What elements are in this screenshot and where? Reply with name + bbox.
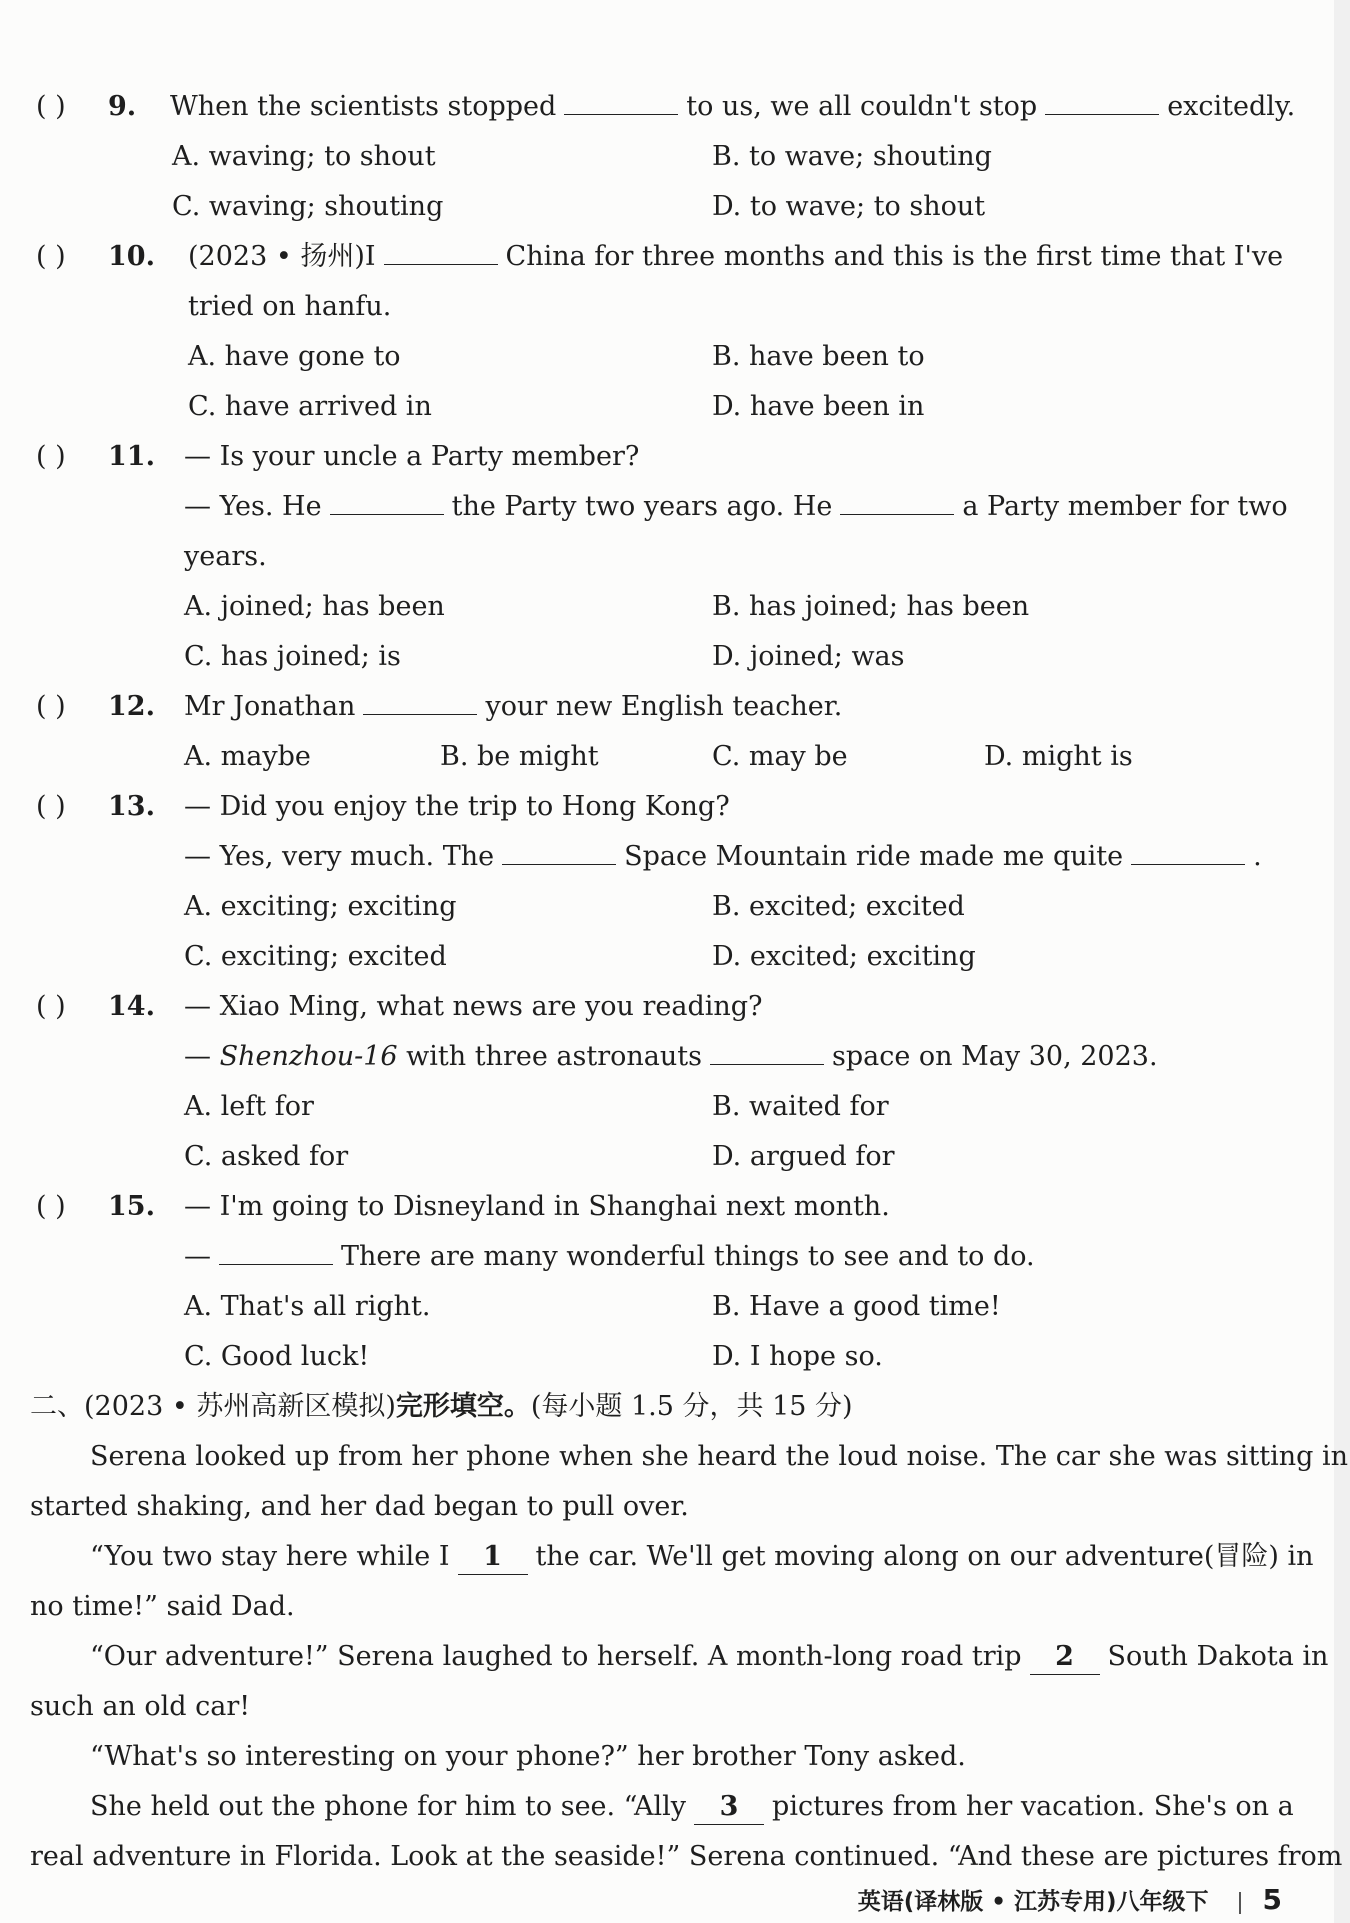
question-stem-cont: tried on hanfu. bbox=[188, 291, 392, 322]
options-row bbox=[0, 932, 1334, 982]
question-number: 14. bbox=[108, 991, 155, 1022]
option-b[interactable]: B. Have a good time! bbox=[712, 1291, 1001, 1322]
option-d[interactable]: D. have been in bbox=[712, 391, 925, 422]
options-row bbox=[0, 632, 1334, 682]
options-row bbox=[0, 1132, 1334, 1182]
answer-bracket[interactable]: ( ) bbox=[36, 241, 66, 272]
answer-blank[interactable] bbox=[1045, 84, 1159, 115]
passage-line: real adventure in Florida. Look at the seaside!” Serena continued. “And these are pictures from bbox=[30, 1841, 1343, 1872]
question-11 bbox=[0, 432, 1334, 482]
page-number: 5 bbox=[1262, 1883, 1282, 1916]
answer-bracket[interactable]: ( ) bbox=[36, 441, 66, 472]
option-c[interactable]: C. have arrived in bbox=[188, 391, 432, 422]
options-row bbox=[0, 132, 1334, 182]
answer-bracket[interactable]: ( ) bbox=[36, 691, 66, 722]
section-title: 完形填空。 bbox=[395, 1391, 531, 1422]
option-b[interactable]: B. excited; excited bbox=[712, 891, 965, 922]
option-d[interactable]: D. argued for bbox=[712, 1141, 895, 1172]
option-c[interactable]: C. Good luck! bbox=[184, 1341, 370, 1372]
answer-bracket[interactable]: ( ) bbox=[36, 791, 66, 822]
option-d[interactable]: D. joined; was bbox=[712, 641, 905, 672]
answer-blank[interactable] bbox=[840, 484, 954, 515]
passage-line: such an old car! bbox=[30, 1691, 251, 1722]
passage-line: She held out the phone for him to see. “Ally 3 pictures from her vacation. She's on a bbox=[30, 1782, 1330, 1832]
question-stem: — Xiao Ming, what news are you reading? bbox=[184, 991, 763, 1022]
page-footer bbox=[858, 1880, 1282, 1922]
question-stem: Mr Jonathan your new English teacher. bbox=[184, 682, 842, 732]
passage-line: no time!” said Dad. bbox=[30, 1591, 295, 1622]
answer-blank[interactable] bbox=[384, 234, 498, 265]
question-15 bbox=[0, 1182, 1334, 1232]
cloze-blank-3[interactable]: 3 bbox=[694, 1790, 764, 1825]
question-stem-cont: — Yes. He the Party two years ago. He a Party member for two bbox=[0, 482, 1334, 532]
passage-line: “You two stay here while I 1 the car. We'll get moving along on our adventure(冒险) in bbox=[30, 1532, 1330, 1582]
question-12 bbox=[0, 682, 1334, 732]
answer-blank[interactable] bbox=[502, 834, 616, 865]
question-stem: — I'm going to Disneyland in Shanghai next month. bbox=[184, 1191, 890, 1222]
question-9 bbox=[0, 82, 1334, 132]
passage-line: “What's so interesting on your phone?” her brother Tony asked. bbox=[90, 1741, 966, 1772]
question-13 bbox=[0, 782, 1334, 832]
option-b[interactable]: B. to wave; shouting bbox=[712, 141, 992, 172]
question-stem: — Is your uncle a Party member? bbox=[184, 441, 640, 472]
question-14 bbox=[0, 982, 1334, 1032]
question-stem: — Did you enjoy the trip to Hong Kong? bbox=[184, 791, 730, 822]
option-d[interactable]: D. might is bbox=[984, 741, 1133, 772]
option-d[interactable]: D. to wave; to shout bbox=[712, 191, 986, 222]
options-row bbox=[0, 332, 1334, 382]
question-10 bbox=[0, 232, 1334, 282]
question-stem-cont: years. bbox=[184, 541, 267, 572]
option-a[interactable]: A. have gone to bbox=[188, 341, 401, 372]
question-stem: (2023 • 扬州)I China for three months and this is the first time that I've bbox=[188, 232, 1283, 282]
section-heading: 二、(2023 • 苏州高新区模拟)完形填空。(每小题 1.5 分，共 15 分) bbox=[30, 1391, 853, 1422]
question-number: 12. bbox=[108, 691, 155, 722]
option-a[interactable]: A. joined; has been bbox=[184, 591, 445, 622]
question-number: 9. bbox=[108, 91, 137, 122]
cloze-blank-1[interactable]: 1 bbox=[458, 1540, 528, 1575]
option-b[interactable]: B. has joined; has been bbox=[712, 591, 1030, 622]
answer-blank[interactable] bbox=[219, 1234, 333, 1265]
passage-line: Serena looked up from her phone when she heard the loud noise. The car she was sitting in bbox=[90, 1441, 1349, 1472]
options-row bbox=[0, 1282, 1334, 1332]
footer-divider bbox=[1239, 1892, 1241, 1914]
answer-blank[interactable] bbox=[564, 84, 678, 115]
option-b[interactable]: B. be might bbox=[440, 741, 599, 772]
option-c[interactable]: C. waving; shouting bbox=[172, 191, 444, 222]
passage-line: started shaking, and her dad began to pull over. bbox=[30, 1491, 689, 1522]
options-row bbox=[0, 1332, 1334, 1382]
question-stem-cont: — Yes, very much. The Space Mountain ride made me quite . bbox=[0, 832, 1334, 882]
answer-bracket[interactable]: ( ) bbox=[36, 1191, 66, 1222]
answer-bracket[interactable]: ( ) bbox=[36, 91, 66, 122]
options-row bbox=[0, 382, 1334, 432]
question-number: 15. bbox=[108, 1191, 155, 1222]
answer-blank[interactable] bbox=[710, 1034, 824, 1065]
option-a[interactable]: A. left for bbox=[184, 1091, 314, 1122]
answer-blank[interactable] bbox=[330, 484, 444, 515]
question-number: 10. bbox=[108, 241, 155, 272]
section-note: (每小题 1.5 分，共 15 分) bbox=[530, 1391, 853, 1422]
question-number: 13. bbox=[108, 791, 155, 822]
option-a[interactable]: A. exciting; exciting bbox=[184, 891, 457, 922]
options-row bbox=[0, 582, 1334, 632]
question-stem-cont: — There are many wonderful things to see and to do. bbox=[0, 1232, 1334, 1282]
option-a[interactable]: A. waving; to shout bbox=[172, 141, 436, 172]
option-b[interactable]: B. have been to bbox=[712, 341, 925, 372]
option-a[interactable]: A. maybe bbox=[184, 741, 311, 772]
passage-line: “Our adventure!” Serena laughed to herself. A month-long road trip 2 South Dakota in bbox=[30, 1632, 1330, 1682]
question-number: 11. bbox=[108, 441, 155, 472]
answer-blank[interactable] bbox=[1131, 834, 1245, 865]
options-row bbox=[0, 882, 1334, 932]
option-d[interactable]: D. I hope so. bbox=[712, 1341, 883, 1372]
answer-blank[interactable] bbox=[363, 684, 477, 715]
option-c[interactable]: C. has joined; is bbox=[184, 641, 401, 672]
option-a[interactable]: A. That's all right. bbox=[184, 1291, 431, 1322]
option-c[interactable]: C. exciting; excited bbox=[184, 941, 447, 972]
option-d[interactable]: D. excited; exciting bbox=[712, 941, 976, 972]
question-stem: When the scientists stopped to us, we all couldn't stop excitedly. bbox=[170, 82, 1295, 132]
book-title: 英语(译林版 • 江苏专用)八年级下 bbox=[857, 1889, 1209, 1915]
option-c[interactable]: C. may be bbox=[712, 741, 848, 772]
question-stem-cont: — Shenzhou-16 with three astronauts space on May 30, 2023. bbox=[0, 1032, 1334, 1082]
answer-bracket[interactable]: ( ) bbox=[36, 991, 66, 1022]
options-row bbox=[0, 182, 1334, 232]
options-row bbox=[0, 1082, 1334, 1132]
option-c[interactable]: C. asked for bbox=[184, 1141, 349, 1172]
cloze-blank-2[interactable]: 2 bbox=[1030, 1640, 1100, 1675]
options-row bbox=[0, 732, 1334, 782]
option-b[interactable]: B. waited for bbox=[712, 1091, 889, 1122]
